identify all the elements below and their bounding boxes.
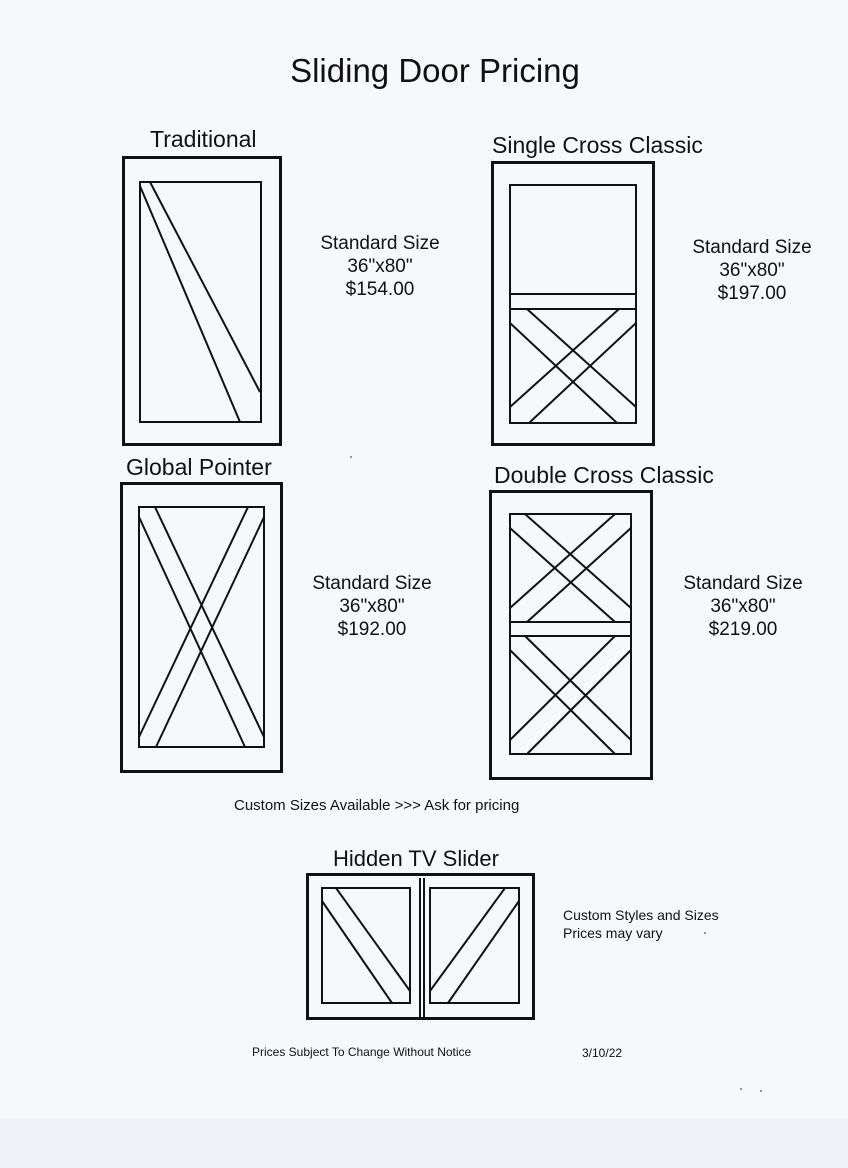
- door-name-double-cross-classic: Double Cross Classic: [494, 462, 714, 488]
- price-block-single-cross-classic: [672, 236, 832, 305]
- dimensions: 36"x80": [710, 596, 776, 617]
- scan-speck: [740, 1088, 742, 1090]
- page-title: Sliding Door Pricing: [290, 52, 580, 89]
- double-cross-classic-door-drawing: [489, 490, 653, 780]
- door-name-global-pointer: Global Pointer: [126, 454, 272, 480]
- tv-slider-drawing: [306, 873, 535, 1020]
- scan-speck: [760, 1090, 762, 1092]
- price-block-double-cross-classic: [663, 572, 823, 641]
- price: $192.00: [337, 619, 407, 640]
- scan-speck: [350, 456, 352, 458]
- price-block-global-pointer: [292, 572, 452, 641]
- price-block-traditional: [300, 232, 460, 301]
- price: $219.00: [708, 619, 778, 640]
- door-name-traditional: Traditional: [150, 126, 257, 152]
- price: $154.00: [345, 279, 415, 300]
- price: $197.00: [717, 283, 787, 304]
- global-pointer-door-drawing: [120, 482, 283, 773]
- tv-slider-note: [563, 907, 719, 941]
- custom-sizes-note: Custom Sizes Available >>> Ask for pricing: [234, 797, 520, 814]
- tv-slider-note-line2: Prices may vary: [563, 925, 663, 941]
- tv-slider-note-line1: Custom Styles and Sizes: [563, 907, 719, 923]
- dimensions: 36"x80": [339, 596, 405, 617]
- size-label: Standard Size: [692, 237, 812, 258]
- tv-slider-name: Hidden TV Slider: [333, 846, 499, 871]
- size-label: Standard Size: [320, 233, 440, 254]
- footer-date: 3/10/22: [582, 1046, 623, 1060]
- size-label: Standard Size: [312, 573, 432, 594]
- footer-notice: Prices Subject To Change Without Notice: [252, 1045, 472, 1059]
- dimensions: 36"x80": [347, 256, 413, 277]
- dimensions: 36"x80": [719, 260, 785, 281]
- single-cross-classic-door-drawing: [491, 161, 655, 446]
- size-label: Standard Size: [683, 573, 803, 594]
- traditional-door-drawing: [122, 156, 282, 446]
- door-name-single-cross-classic: Single Cross Classic: [492, 132, 703, 158]
- scan-speck: [704, 932, 706, 934]
